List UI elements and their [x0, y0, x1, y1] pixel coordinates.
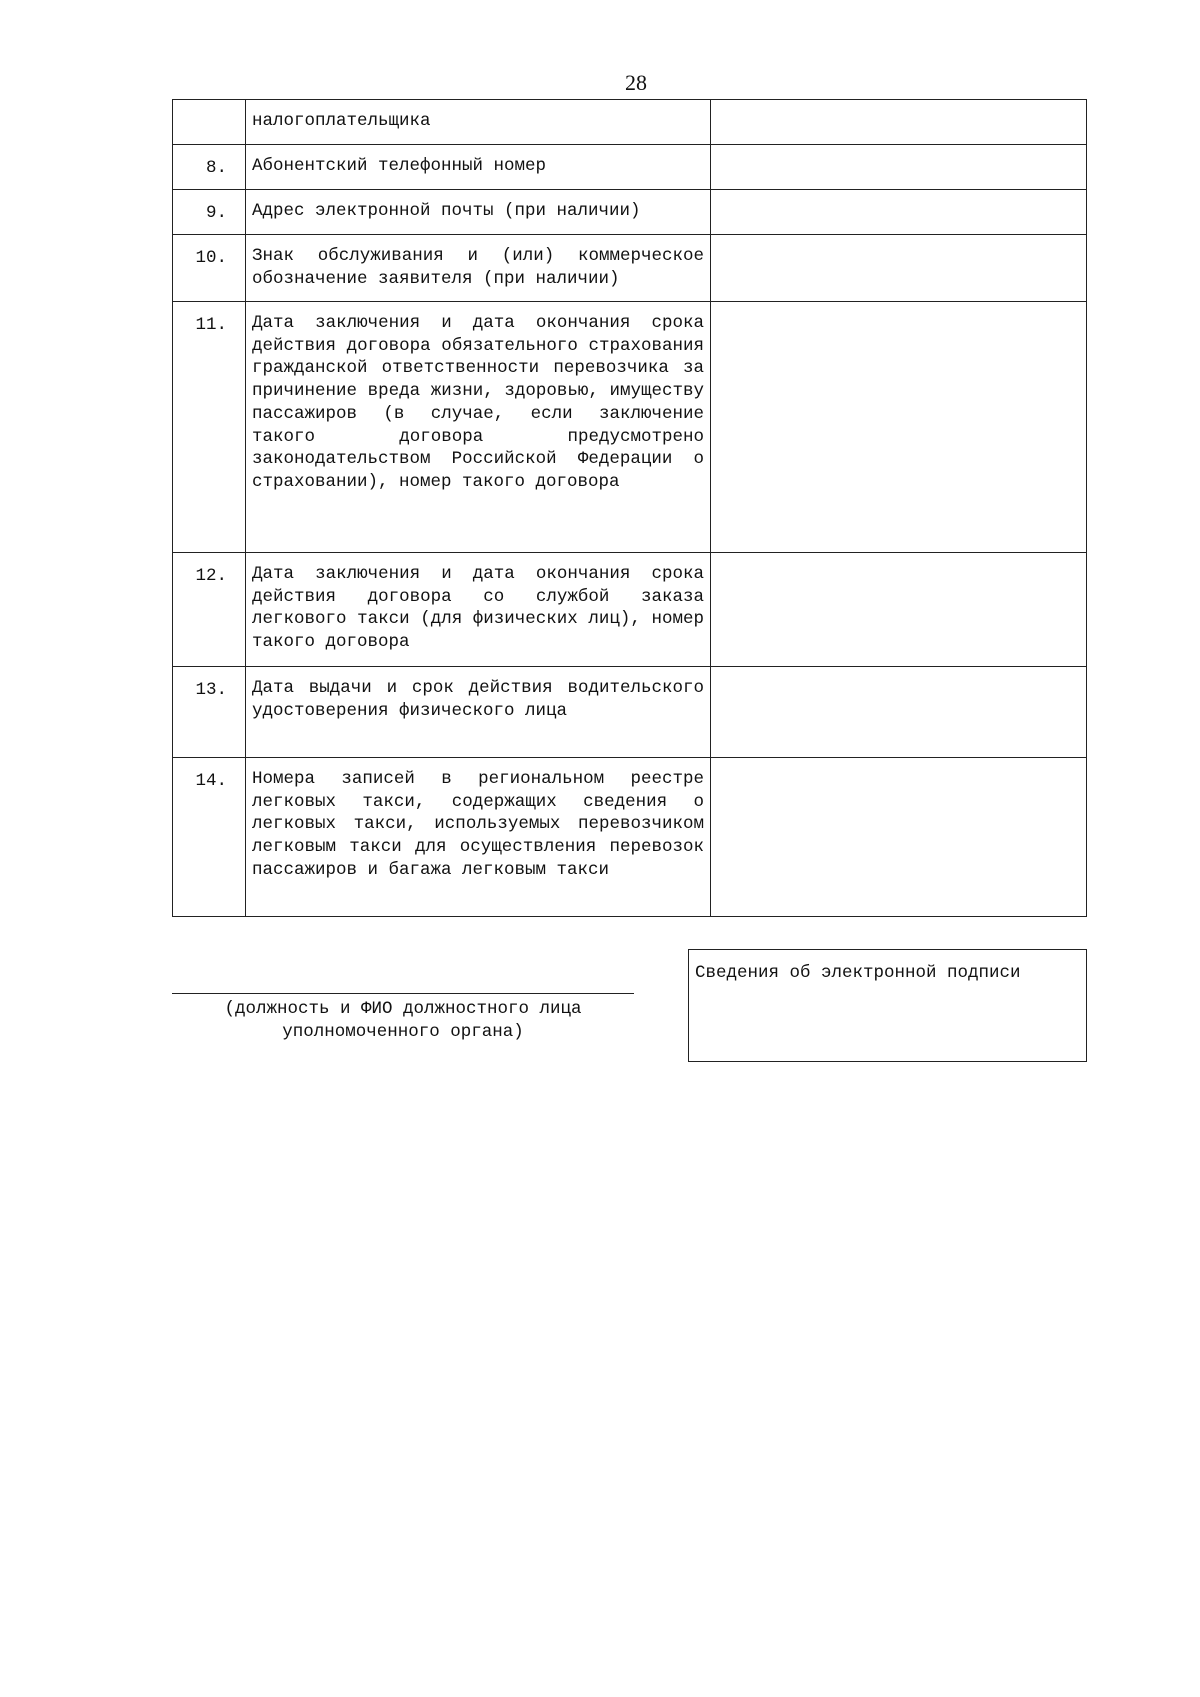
table-row: [173, 145, 1087, 190]
row-number: 9.: [205, 203, 227, 223]
table-row: [173, 190, 1087, 235]
row-value-cell: [711, 667, 1087, 758]
row-number: 13.: [195, 680, 227, 700]
table-row: [173, 100, 1087, 145]
row-label: Дата заключения и дата окончания срока действия договора со службой заказа легкового такси (для физических лиц), номер такого договора: [252, 564, 704, 653]
table-row: [173, 302, 1087, 553]
row-value-cell: [711, 145, 1087, 190]
row-number: 8.: [205, 158, 227, 178]
row-number: 12.: [195, 566, 227, 586]
row-value-cell: [711, 100, 1087, 145]
row-label-cell: [246, 235, 711, 302]
row-label-cell: [246, 302, 711, 553]
row-label: Дата заключения и дата окончания срока действия договора обязательного страхования гражданской ответственности перевозчика за причинение вреда жизни, здоровью, имуществу пассажиров (в случае, если заключение такого договора предусмотрено законодательством Российской Федерации о страховании), номер такого договора: [252, 313, 704, 492]
row-value-cell: [711, 758, 1087, 917]
electronic-signature-box: [688, 949, 1087, 1062]
row-label: Номера записей в региональном реестре легковых такси, содержащих сведения о легковых такси, используемых перевозчиком легковым такси для осуществления перевозок пассажиров и багажа легковым такси: [252, 769, 704, 880]
row-label-cell: [246, 190, 711, 235]
row-number-cell: [173, 235, 246, 302]
row-value-cell: [711, 235, 1087, 302]
row-number-cell: [173, 553, 246, 667]
row-label: Знак обслуживания и (или) коммерческое обозначение заявителя (при наличии): [252, 246, 704, 289]
row-number-cell: [173, 758, 246, 917]
row-number: 10.: [195, 248, 227, 268]
table-row: [173, 553, 1087, 667]
signature-caption-line1: (должность и ФИО должностного лица: [224, 999, 582, 1019]
row-number-cell: [173, 190, 246, 235]
page-number: 28: [625, 70, 647, 95]
row-label: Адрес электронной почты (при наличии): [252, 201, 641, 221]
electronic-signature-label: Сведения об электронной подписи: [695, 963, 1021, 983]
row-number: 14.: [195, 771, 227, 791]
signature-caption-line2: уполномоченного органа): [282, 1021, 524, 1042]
table-row: [173, 758, 1087, 917]
row-label-cell: [246, 100, 711, 145]
row-label: Абонентский телефонный номер: [252, 156, 547, 176]
row-value-cell: [711, 190, 1087, 235]
table-row: [173, 667, 1087, 758]
official-signature-block: [172, 993, 634, 1043]
row-label-cell: [246, 667, 711, 758]
row-number: [173, 100, 245, 112]
row-label-cell: [246, 758, 711, 917]
signature-line: [172, 993, 634, 994]
table-row: [173, 235, 1087, 302]
row-value-cell: [711, 302, 1087, 553]
row-number: 11.: [195, 315, 227, 335]
row-number-cell: [173, 145, 246, 190]
row-value-cell: [711, 553, 1087, 667]
row-number-cell: [173, 100, 246, 145]
row-number-cell: [173, 302, 246, 553]
data-table: [172, 99, 1087, 917]
row-label: Дата выдачи и срок действия водительского удостоверения физического лица: [252, 678, 704, 721]
row-number-cell: [173, 667, 246, 758]
row-label-cell: [246, 145, 711, 190]
row-label-cell: [246, 553, 711, 667]
row-label: налогоплательщика: [252, 111, 431, 131]
